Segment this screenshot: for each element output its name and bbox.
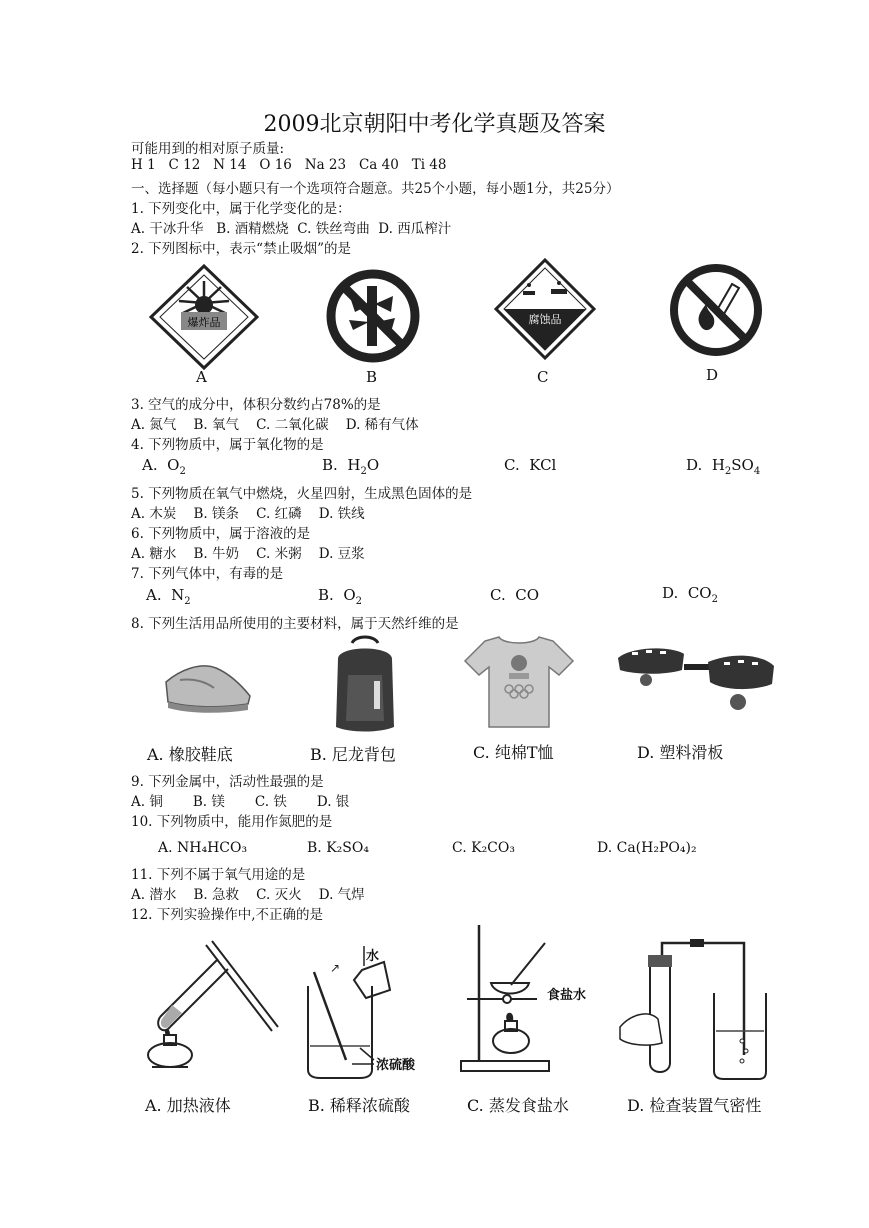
q6-options: A. 糖水 B. 牛奶 C. 米粥 D. 豆浆 <box>131 546 365 562</box>
q9-options: A. 铜 B. 镁 C. 铁 D. 银 <box>131 794 350 810</box>
q7-option-b: B. $O_2$ <box>318 586 363 607</box>
section-heading: 一、选择题（每小题只有一个选项符合题意。共25个小题，每小题1分，共25分） <box>131 181 620 197</box>
q4-option-c: C. KCl <box>504 456 557 474</box>
q8-stem: 8. 下列生活用品所使用的主要材料，属于天然纤维的是 <box>131 616 459 632</box>
q1-options: A. 干冰升华 B. 酒精燃烧 C. 铁丝弯曲 D. 西瓜榨汁 <box>131 221 452 237</box>
no-smoking-icon <box>325 268 421 364</box>
q3-options: A. 氮气 B. 氧气 C. 二氧化碳 D. 稀有气体 <box>131 417 419 433</box>
q5-stem: 5. 下列物质在氧气中燃烧，火星四射，生成黑色固体的是 <box>131 486 473 502</box>
q2-stem: 2. 下列图标中，表示“禁止吸烟”的是 <box>131 241 351 257</box>
q11-options: A. 潜水 B. 急救 C. 灭火 D. 气焊 <box>131 887 365 903</box>
atomic-masses: H 1 C 12 N 14 O 16 Na 23 Ca 40 Ti 48 <box>131 157 447 173</box>
q7-option-c: C. CO <box>490 586 540 604</box>
q7-stem: 7. 下列气体中，有毒的是 <box>131 566 284 582</box>
q12-label-d: D. 检查装置气密性 <box>627 1096 762 1115</box>
atomic-mass-heading: 可能用到的相对原子质量: <box>131 141 285 157</box>
icon-c-text: 腐蚀品 <box>528 313 562 326</box>
q8-label-d: D. 塑料滑板 <box>637 743 724 762</box>
q4-option-a: A. $O_2$ <box>142 456 186 477</box>
evaporate-salt-diagram <box>455 925 555 1085</box>
q5-options: A. 木炭 B. 镁条 C. 红磷 D. 铁线 <box>131 506 365 522</box>
q4-option-d: D. $H_2SO_4$ <box>686 456 761 477</box>
q10-stem: 10. 下列物质中，能用作氮肥的是 <box>131 814 333 830</box>
q12-label-b: B. 稀释浓硫酸 <box>308 1096 410 1115</box>
annot-acid: 浓硫酸 <box>376 1058 416 1073</box>
heating-liquid-diagram <box>140 935 280 1085</box>
q10-option-d: D. Ca(H₂PO₄)₂ <box>597 840 697 856</box>
q12-stem: 12. 下列实验操作中,不正确的是 <box>131 907 324 923</box>
q10-option-b: B. K₂SO₄ <box>307 840 369 856</box>
q9-stem: 9. 下列金属中，活动性最强的是 <box>131 774 324 790</box>
annot-acid-leader <box>352 1060 374 1068</box>
q4-stem: 4. 下列物质中，属于氧化物的是 <box>131 437 324 453</box>
q10-option-c: C. K₂CO₃ <box>452 840 515 856</box>
q6-stem: 6. 下列物质中，属于溶液的是 <box>131 526 311 542</box>
q2-label-d: D <box>706 366 719 384</box>
q2-label-a: A <box>196 368 207 386</box>
rubber-shoe-icon <box>160 652 255 714</box>
backpack-icon <box>330 635 400 735</box>
q8-label-a: A. 橡胶鞋底 <box>147 745 233 764</box>
q12-label-a: A. 加热液体 <box>145 1096 231 1115</box>
q12-label-c: C. 蒸发食盐水 <box>467 1096 569 1115</box>
q8-label-b: B. 尼龙背包 <box>310 745 396 764</box>
q11-stem: 11. 下列不属于氧气用途的是 <box>131 867 306 883</box>
svg-text:↗: ↗ <box>330 961 341 975</box>
airtightness-diagram <box>618 935 768 1085</box>
annot-water: 水 <box>366 949 380 964</box>
corrosive-sign-icon <box>493 257 597 361</box>
q2-label-c: C <box>537 368 549 386</box>
page-title: 2009北京朝阳中考化学真题及答案 <box>263 112 606 137</box>
skateboard-icon <box>612 640 778 715</box>
q4-option-b: B. $H_2O$ <box>322 456 380 477</box>
q7-option-d: D. $CO_2$ <box>662 584 718 605</box>
icon-a-text: 爆炸品 <box>187 316 221 329</box>
q2-label-b: B <box>366 368 378 386</box>
q3-stem: 3. 空气的成分中，体积分数约占78%的是 <box>131 397 381 413</box>
q7-option-a: A. $N_2$ <box>146 586 191 607</box>
q10-option-a: A. NH₄HCO₃ <box>158 840 248 856</box>
q8-label-c: C. 纯棉T恤 <box>473 743 554 762</box>
q1-stem: 1. 下列变化中，属于化学变化的是： <box>131 201 351 217</box>
tshirt-icon <box>463 633 575 729</box>
no-cigarette-icon <box>668 262 764 358</box>
explosive-sign-icon <box>147 263 261 371</box>
annot-salt: 食盐水 <box>547 988 587 1003</box>
